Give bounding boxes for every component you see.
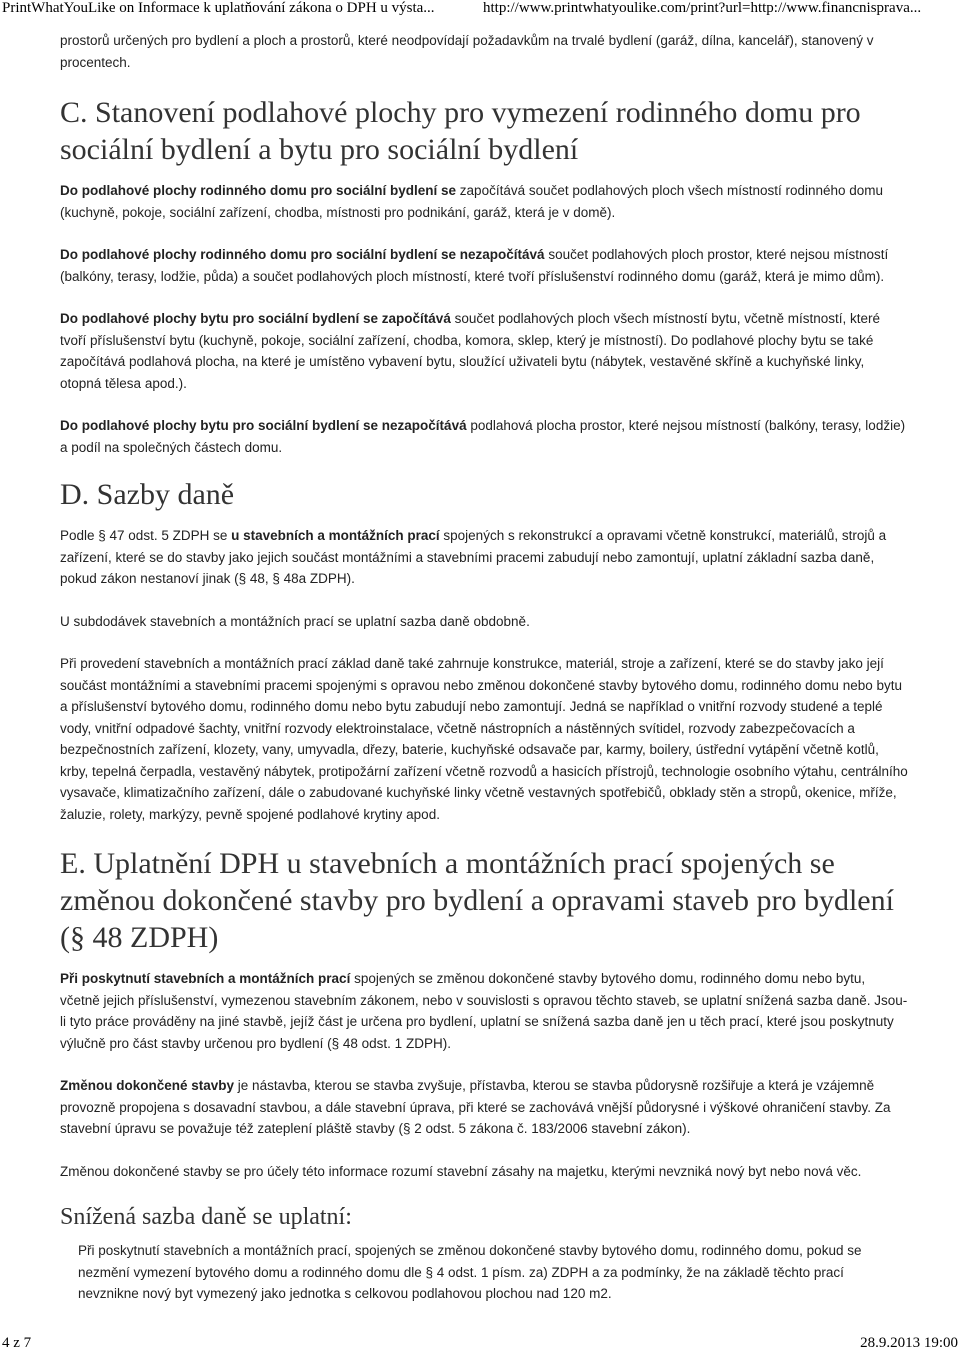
section-c-paragraph-3 bbox=[60, 308, 908, 394]
section-d-p1-bold: u stavebních a montážních prací bbox=[231, 528, 440, 543]
print-footer bbox=[0, 1335, 960, 1354]
section-e-p2-text: je nástavba, kterou se stavba zvyšuje, přístavba, kterou se stavba půdorysně rozšiřuje a která je vzájemně provozně propojena s dosavadní stavbou, a dále stavební úprava, při které se zachovává vnější půdorysné i výškové ohraničení stavby. Za stavební úpravu se považuje též zateplení pláště stavby (§ 2 odst. 5 zákona č. 183/2006 stavební zákon). bbox=[60, 1078, 891, 1136]
section-d-paragraph-1 bbox=[60, 525, 908, 590]
section-c-p4-bold: Do podlahové plochy bytu pro sociální bydlení se nezapočítává bbox=[60, 418, 467, 433]
section-c-p1-bold: Do podlahové plochy rodinného domu pro sociální bydlení se bbox=[60, 183, 457, 198]
print-datetime: 28.9.2013 19:00 bbox=[860, 1335, 958, 1351]
print-header-title: PrintWhatYouLike on Informace k uplatňování zákona o DPH u výsta... bbox=[2, 0, 435, 16]
section-e-paragraph-3: Změnou dokončené stavby se pro účely této informace rozumí stavební zásahy na majetku, kterými nevzniká nový byt nebo nová věc. bbox=[60, 1163, 862, 1179]
section-e-p1-text: spojených se změnou dokončené stavby bytového domu, rodinného domu nebo bytu, včetně jejich příslušenství, vymezenou stavebním zákonem, nebo v souvislosti s opravou těchto staveb, se uplatní snížená sazba daně. Jsou-li tyto práce prováděny na jiné stavbě, jejíž část je určena pro bydlení, uplatní se snížená sazba daně jen u těch prací, které jsou poskytnuty výlučně pro část stavby určenou pro bydlení (§ 48 odst. 1 ZDPH). bbox=[60, 971, 908, 1051]
print-header-url: http://www.printwhatyoulike.com/print?url=http://www.financnisprava... bbox=[483, 0, 922, 16]
print-header bbox=[0, 0, 960, 20]
section-e-p1-bold: Při poskytnutí stavebních a montážních prací bbox=[60, 971, 351, 986]
section-e-paragraph-2 bbox=[60, 1075, 908, 1140]
section-e-heading: E. Uplatnění DPH u stavebních a montážních prací spojených se změnou dokončené stavby pro bydlení a opravami staveb pro bydlení (§ 48 ZDPH) bbox=[60, 847, 894, 954]
section-c-paragraph-1 bbox=[60, 180, 908, 223]
page-number: 4 z 7 bbox=[2, 1335, 32, 1351]
section-e-paragraph-1 bbox=[60, 968, 908, 1054]
section-d-p1-text: spojených s rekonstrukcí a opravami včetně konstrukcí, materiálů, strojů a zařízení, které se do stavby jako jejich součást montážními a stavebními pracemi zabudují nebo zamontují, uplatní základní sazba daně, pokud zákon nestanoví jinak (§ 48, § 48a ZDPH). bbox=[60, 528, 887, 586]
section-c-p2-text: součet podlahových ploch prostor, které nejsou místností (balkóny, terasy, lodžie, půda) a součet podlahových ploch místností, které tvoří příslušenství rodinného domu (garáž, která je mimo dům). bbox=[60, 247, 889, 284]
section-c-p1-text: započítává součet podlahových ploch všech místností rodinného domu (kuchyně, pokoje, sociální zařízení, chodba, místnosti pro podnikání, garáž, která je v domě). bbox=[60, 183, 884, 220]
section-c-p4-text: podlahová plocha prostor, které nejsou místností (balkóny, terasy, lodžie) a podíl na společných částech domu. bbox=[60, 418, 906, 455]
section-c-paragraph-4 bbox=[60, 415, 908, 458]
section-d-p1-pre: Podle § 47 odst. 5 ZDPH se bbox=[60, 528, 232, 543]
section-c-p3-bold: Do podlahové plochy bytu pro sociální bydlení se započítává bbox=[60, 311, 451, 326]
section-d-heading: D. Sazby daně bbox=[60, 478, 235, 511]
section-d-paragraph-2: U subdodávek stavebních a montážních prací se uplatní sazba daně obdobně. bbox=[60, 613, 530, 629]
intro-paragraph: prostorů určených pro bydlení a ploch a prostorů, které neodpovídají požadavkům na trvalé bydlení (garáž, dílna, kancelář), stanovený v procentech. bbox=[60, 33, 874, 70]
section-c-p3-text: součet podlahových ploch všech místností bytu, včetně místností, které tvoří příslušenství bytu (kuchyně, pokoje, sociální zařízení, chodba, komora, sklep, který je místností). Do podlahové plochy bytu se také započítává podlahová plocha, na které je umístěno vybavení bytu, sloužící uživateli bytu (nábytek, vestavěné skříně a kuchyňské linky, otopná tělesa apod.). bbox=[60, 311, 881, 391]
section-e-p2-bold: Změnou dokončené stavby bbox=[60, 1078, 235, 1093]
section-d-paragraph-3: Při provedení stavebních a montážních prací základ daně také zahrnuje konstrukce, materiál, stroje a zařízení, které se do stavby jako její součást montážními a stavebními pracemi spojenými s opravou nebo změnou dokončené stavby bytového domu, rodinného domu nebo bytu a příslušenství bytového domu, rodinného domu nebo bytu zabudují nebo zamontují. Jedná se například o vnitřní rozvody studené a teplé vody, vnitřní odpadové šachty, vnitřní rozvody elektroinstalace, včetně nástropních a nástěnných svítidel, rozvody zabezpečovacích a bezpečnostních zařízení, klozety, vany, umyvadla, dřezy, baterie, kuchyňské odsavače par, karmy, boilery, ústřední vytápění včetně kotlů, krby, tepelná čerpadla, vestavěný nábytek, protipožární zařízení včetně rozvodů a hasicích přístrojů, technologie osobního výtahu, centrálního vysavače, klimatizačního zařízení, dále o zabudované kuchyňské linky včetně vestavných spotřebičů, obklady stěn a stropů, okenice, mříže, žaluzie, rolety, markýzy, pevně spojené podlahové krytiny apod. bbox=[60, 656, 908, 822]
subsection-paragraph: Při poskytnutí stavebních a montážních prací, spojených se změnou dokončené stavby bytového domu, rodinného domu, pokud se nezmění vymezení bytového domu a rodinného domu dle § 4 odst. 1 písm. za) ZDPH a za podmínky, že na základě těchto prací nevznikne nový byt vymezený jako jednotka s celkovou podlahovou plochou nad 120 m2. bbox=[78, 1243, 862, 1301]
section-c-paragraph-2 bbox=[60, 244, 908, 287]
section-c-p2-bold: Do podlahové plochy rodinného domu pro sociální bydlení se nezapočítává bbox=[60, 247, 545, 262]
section-c-heading: C. Stanovení podlahové plochy pro vymezení rodinného domu pro sociální bydlení a bytu pro sociální bydlení bbox=[60, 96, 861, 166]
document-content bbox=[60, 24, 908, 1305]
subsection-heading: Snížená sazba daně se uplatní: bbox=[60, 1204, 352, 1230]
